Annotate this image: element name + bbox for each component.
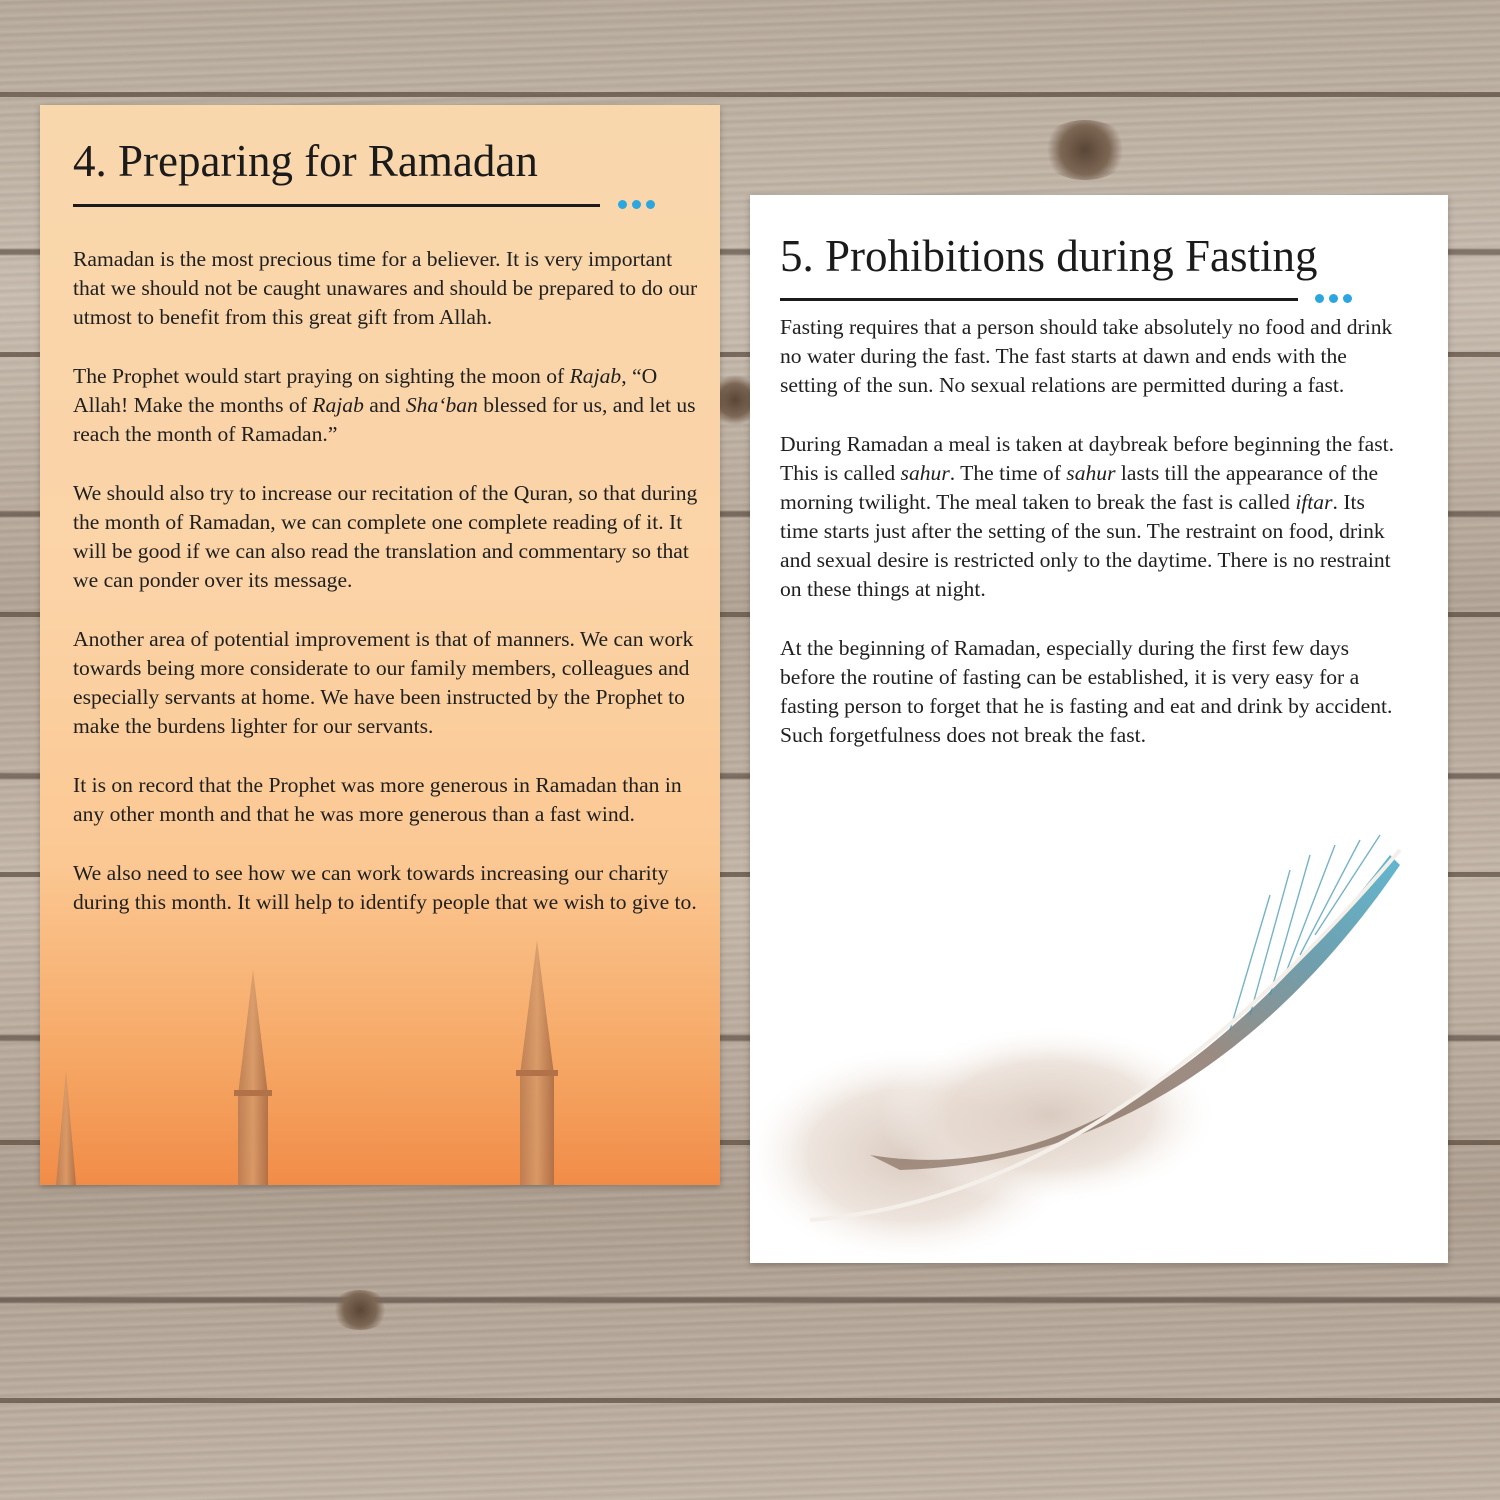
text-run: . Its time starts just after the setting of the sun. The restraint on food, drink and sexual desire is restricted only to the daytime. There is no restraint on these things at night. xyxy=(780,490,1391,601)
text-run: We also need to see how we can work towards increasing our charity during this month. It will help to identify people that we wish to give to. xyxy=(73,861,697,914)
italic-term: sahur xyxy=(900,461,950,485)
wood-seam xyxy=(0,1398,1500,1403)
body-text xyxy=(73,245,705,947)
italic-term: Sha‘ban xyxy=(405,393,478,417)
text-run: During Ramadan a meal is taken at daybreak before beginning the fast. This is called xyxy=(780,432,1394,485)
title-underline xyxy=(780,298,1298,301)
page-title: 4. Preparing for Ramadan xyxy=(73,136,538,186)
title-underline xyxy=(73,204,600,207)
text-run: . The time of xyxy=(949,461,1067,485)
text-run: The Prophet would start praying on sighting the moon of xyxy=(73,364,570,388)
italic-term: Rajab xyxy=(312,393,364,417)
dot-icon xyxy=(1329,294,1338,303)
text-run: Another area of potential improvement is that of manners. We can work towards being more considerate to our family members, colleagues and especially servants at home. We have been instructed by the Prophet to make the burdens lighter for our servants. xyxy=(73,627,694,738)
paragraph xyxy=(73,859,705,917)
italic-term: Rajab xyxy=(569,364,622,388)
dot-icon xyxy=(618,200,627,209)
paragraph xyxy=(73,479,705,595)
dot-icon xyxy=(1315,294,1324,303)
paragraph xyxy=(73,771,705,829)
text-run: , “O Allah! Make the months of xyxy=(73,364,658,417)
text-run: At the beginning of Ramadan, especially during the first few days before the routine of fasting can be established, it is very easy for a fasting person to forget that he is fasting and eat and drink by accident. Such forgetfulness does not break the fast. xyxy=(780,636,1393,747)
dots-ornament xyxy=(1315,294,1352,303)
page-preparing-for-ramadan xyxy=(40,105,720,1185)
paragraph xyxy=(73,625,705,741)
page-title: 5. Prohibitions during Fasting xyxy=(780,231,1318,281)
wood-knot xyxy=(330,1290,390,1330)
text-run: lasts till the appearance of the morning twilight. The meal taken to break the fast is called xyxy=(780,461,1379,514)
dot-icon xyxy=(1343,294,1352,303)
dot-icon xyxy=(632,200,641,209)
dot-icon xyxy=(646,200,655,209)
feather-illustration xyxy=(750,825,1448,1263)
italic-term: iftar xyxy=(1295,490,1333,514)
dots-ornament xyxy=(618,200,655,209)
italic-term: sahur xyxy=(1066,461,1116,485)
text-run: blessed for us, and let us reach the month of Ramadan.” xyxy=(73,393,696,446)
wood-knot xyxy=(1040,120,1130,180)
text-run: We should also try to increase our recitation of the Quran, so that during the month of Ramadan, we can complete one complete reading of it. It will be good if we can also read the translation and commentary so that we can ponder over its message. xyxy=(73,481,698,592)
text-run: and xyxy=(363,393,406,417)
body-text xyxy=(780,313,1405,780)
text-run: Ramadan is the most precious time for a believer. It is very important that we should not be caught unawares and should be prepared to do our utmost to benefit from this great gift from Allah. xyxy=(73,247,698,329)
wood-seam xyxy=(0,92,1500,97)
paragraph xyxy=(73,245,705,332)
text-run: Fasting requires that a person should take absolutely no food and drink no water during the fast. The fast starts at dawn and ends with the setting of the sun. No sexual relations are permitted during a fast. xyxy=(780,315,1393,397)
page-prohibitions-during-fasting xyxy=(750,195,1448,1263)
paragraph xyxy=(780,634,1405,750)
paragraph xyxy=(780,313,1405,400)
paragraph xyxy=(73,362,705,449)
wood-knot xyxy=(715,370,755,430)
text-run: It is on record that the Prophet was more generous in Ramadan than in any other month and that he was more generous than a fast wind. xyxy=(73,773,682,826)
paragraph xyxy=(780,430,1405,604)
